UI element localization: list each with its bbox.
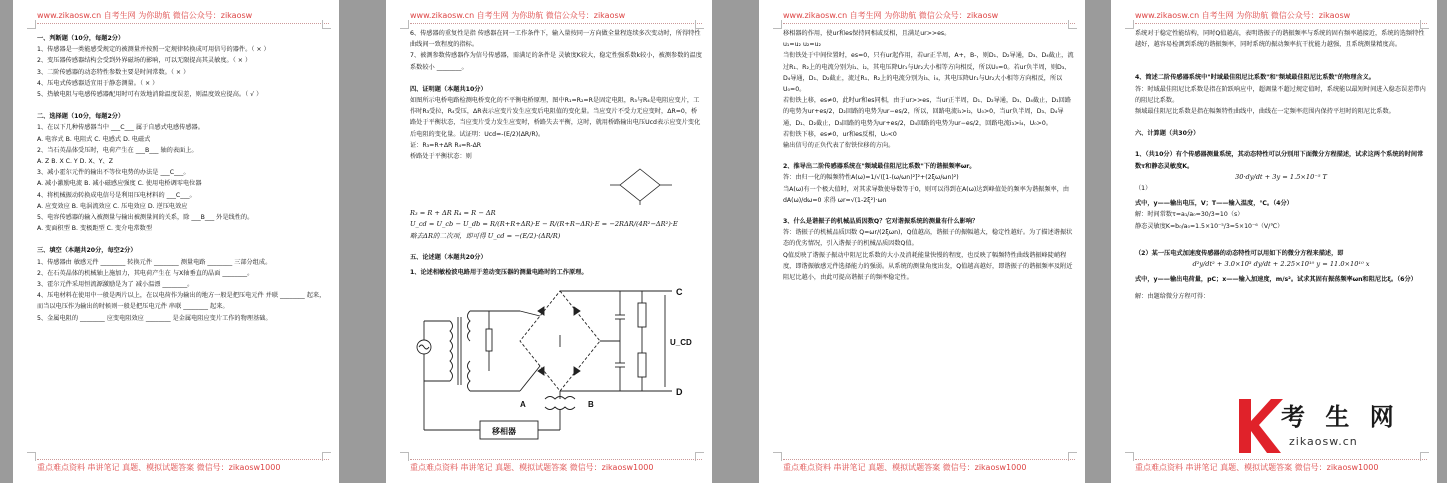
spacer (783, 206, 1075, 212)
text-line: u₁=u₂ u₂=u₂ (783, 41, 821, 49)
text-line: 若衔铁上移，es≠0，此时ur和es同相，由于ur>>es，当ur正半周，D₁、D₂导通，D₃、D₄截止，D₁回路的电势为ur+es/2，D₂回路的电势为ur−es/2，所以，回路电流i₁>i₂，U₀>0，当ur负半周，D₃、D₄导通，D₁、D₂截止，D₃回路的电势为ur+es/2，D₄回路的电势为ur−es/2，回路电流i₃>i₄，U₀>0。 (783, 97, 1072, 127)
text-line: 若衔铁下移，es≠0，ur和es反相，U₀<0 (783, 130, 897, 138)
question-title: 4、简述二阶传感器系统中"时域最佳阻尼比系数"和"频域最佳阻尼比系数"的物理含义。 (1135, 74, 1375, 82)
text-line: 3、减小霍尔元件的输出不等位电势的办法是 ___C___。 (37, 169, 190, 177)
text-line: 答：由归一化的幅频特性A(ω)=1/√([1-(ω/ωn)²]²+(2ξω/ωn)²) (783, 174, 959, 182)
margin-mark (400, 20, 409, 29)
page-2 (386, 0, 712, 483)
text-line: 4、将机械振动转换成电信号是利用压电材料的 ___C___。 (37, 191, 196, 199)
text-line: 6、传感器的重复性是指 传感器在同一工作条件下，输入量按同一方向做全量程连续多次变动时，所得特性曲线间一致程度的指标。 (410, 30, 701, 49)
text-line: 当A(ω)有一个极大值时，对其求导数使导数等于0，则可以得到在A(ω)达到峰值处的频率为谐振频率，由 dA(ω)/dω=0 求得 ωr=√(1-2ξ²)·ωn (783, 185, 1070, 204)
formula-ucd: U_cd = U_cb − U_db = R/(R+R+ΔR)·E − R/(R+R−ΔR)·E = −2RΔR/(4R²−ΔR²)·E (410, 220, 678, 229)
equation-2: d²y/dt² + 3.0×10³ dy/dt + 2.25×10¹⁰ y = 11.0×10¹⁰ x (1192, 260, 1370, 269)
node-c-label: C (676, 287, 683, 298)
text-line: 5、金属电阻的 ________ 应变电阻效应 ________ 是金属电阻应变片工作的物理基础。 (37, 314, 272, 322)
text-line: 当衔铁处于中间位置时，es=0，只有ur起作用，若ur正半周，A+，B-，则D₁、D₂导通，D₃、D₄截止，流过R₁、R₂上的电流分别为i₁、i₂，其电压降Ur₁与Ur₂大小相等方向相反，所以U₀=0。若ur负半周，则D₃、D₄导通，D₁、D₂截止，流过R₁、R₂上的电流分别为i₃、i₄，其电压降Ur₁与Ur₂大小相等方向相反，所以U₀=0。 (783, 52, 1074, 94)
spacer (37, 100, 329, 106)
text-line: 5、电容传感器的输入被测量与输出被测量间的关系，除 ___B___ 外是线性的。 (37, 214, 254, 222)
question-title: 式中，y——输出电荷量，pC；x——输入加速度，m/s²。试求其固有振荡频率ωn和阻尼比ξ。（6分） (1135, 276, 1417, 284)
text-line: 解：时间常数τ=a₁/a₀=30/3=10（s） (1135, 211, 1244, 219)
text-line: 4、压电材料在使用中一般是两片以上，在以电荷作为输出的地方一般是把压电元件 并联 ________ 起来，而当以电压作为输出的时候则一般是把压电元件 串联 ________ 起来。 (37, 292, 326, 311)
equation-1: 30·dy/dt + 3y = 1.5×10⁻⁵ T (1235, 172, 1327, 181)
text-line: 2、在石英晶体的机械轴上施加力，其电荷产生在 与X轴垂直的晶面 ________。 (37, 269, 254, 277)
page-1 (13, 0, 339, 483)
logo-url: zikaosw.cn (1289, 435, 1358, 448)
logo-k-icon (1235, 395, 1283, 455)
text-line: 证：R₃=R+ΔR R₄=R-ΔR (410, 141, 482, 149)
spacer (1135, 139, 1427, 145)
phase-shifter-label: 移相器 (492, 427, 516, 437)
question-title: 3、什么是谐振子的机械品质因数Q？它对谐振系统的测量有什么影响？ (783, 218, 979, 226)
page-header: www.zikaosw.cn 自考生网 为你助航 微信公众号：zikaosw (410, 10, 702, 24)
page-body (410, 28, 702, 455)
node-b-label: B (588, 400, 594, 410)
page-footer: 重点难点资料 串讲笔记 真题、模拟试题答案 微信号：zikaosw1000 (410, 459, 702, 473)
page-header: www.zikaosw.cn 自考生网 为你助航 微信公众号：zikaosw (1135, 10, 1427, 24)
text-block (1135, 274, 1427, 302)
section-title: 二、选择题（10分，每题2分） (37, 113, 125, 121)
text-line: 移相器的作用，使ur和es保持同相或反相，且满足ur>>es。 (783, 30, 951, 37)
section-title: 四、证明题（本题共10分） (410, 85, 487, 93)
bridge-circuit-diagram (410, 165, 710, 205)
question-title: （2）某一压电式加速度传感器的动态特性可以用如下的微分方程来描述，即 (1135, 249, 1344, 257)
text-line: Q值反映了谐振子振动中阻尼比系数的大小及消耗能量快慢的程度，也反映了幅频特性曲线谐振峰陡峭程度，即谐振敏感元件选择能力的强弱。从系统的测量角度出发，Q值越高越好，即谐振子的谐振频率及附近阻尼比越小，由此可提高谐振子的频率稳定性。 (783, 251, 1073, 282)
logo-brand: 考 生 网 (1281, 402, 1400, 431)
page-footer: 重点难点资料 串讲笔记 真题、模拟试题答案 微信号：zikaosw1000 (37, 459, 329, 473)
site-logo (1235, 393, 1425, 459)
margin-mark (1125, 452, 1134, 461)
question-title: 1、（共10分）有个传感器测量系统，其动态特性可以分别用下面微分方程描述，试求这两个系统的时间常数τ和静态灵敏度K。 (1135, 151, 1424, 170)
margin-mark (27, 20, 36, 29)
text-line: 答：时域最佳阻尼比系数是指在阶跃响应中，超调量不超过规定值时，系统能以最短时间进入稳态误差带内的阻尼比系数。 (1135, 85, 1426, 104)
text-block (1135, 183, 1427, 259)
question-title: 1、论述相敏检波电路用于差动变压器的测量电路时的工作原理。 (410, 269, 588, 277)
margin-mark (773, 452, 782, 461)
node-d-label: D (676, 387, 683, 398)
text-line: A. 电容式 B. 电阻式 C. 电感式 D. 电磁式 (37, 135, 151, 143)
text-line: 解：由题给微分方程可得： (1135, 293, 1210, 301)
margin-mark (400, 452, 409, 461)
section-title: 五、论述题（本题共20分） (410, 253, 487, 261)
spacer (1135, 117, 1427, 123)
text-line: 桥路处于平衡状态：则 (410, 153, 472, 161)
section-title: 三、填空（本题共20分，每空2分） (37, 247, 137, 255)
text-line: 如图所示电桥电路检测电桥变化的不平衡电桥原理，图中R₁=R₂=R是固定电阻，R₃与R₄是电阻应变片，工作时R₃受拉，R₄受压，ΔR表示应变片发生应变后电阻值的变化量。当应变片不受力无应变时，ΔR=0，桥路处于平衡状态，当应变片受力发生应变时，桥路失去平衡，这时，就用桥路输出电压Ucd表示应变片变化后电阻的变化量。试证明：Ucd=-(E/2)(ΔR/R)。 (410, 97, 701, 138)
page-4 (1111, 0, 1437, 483)
section-title: 一、判断题（10分，每题2分） (37, 35, 125, 42)
question-title: 2、推导出二阶传感器系统在"频域最佳阻尼比系数"下的谐振频率ωr。 (783, 163, 976, 171)
spacer (37, 234, 329, 240)
page-header: www.zikaosw.cn 自考生网 为你助航 微信公众号：zikaosw (783, 10, 1075, 24)
spacer (1135, 238, 1427, 244)
text-line: （1） (1135, 185, 1152, 193)
text-line: 答：谐振子的机械品质因数 Q=ωr/(2ξωn)，Q值越高，谐振子的振幅越大，稳定性越好。为了描述谐振状态的优劣情况，引入谐振子的机械品质因数Q值。 (783, 229, 1073, 248)
text-line: 1、在以下几种传感器当中 ___C___ 属于自感式电感传感器。 (37, 124, 204, 132)
text-line: A. 减小激励电流 B. 减小磁感应强度 C. 使用电桥调零电位器 (37, 180, 202, 188)
formula-resistors: R₃ = R + ΔR R₄ = R − ΔR (410, 209, 496, 218)
spacer (783, 151, 1075, 157)
text-line: 系统对于稳定性能结构，同时Q值越高，表明谐振子的谐振频率与系统的固有频率越接近，系统的选频特性越好，越容易检测到系统的谐振频率，同时系统的振动频率抗干扰能力越强，且系统测量精度高。 (1135, 30, 1425, 49)
spacer (410, 73, 702, 79)
text-block (1135, 28, 1427, 172)
section-title: 六、计算题（共30分） (1135, 130, 1200, 138)
text-line: 1、传感器是一类能感受规定的被测量并按照一定规律转换成可用信号的器件。（ × ） (37, 46, 270, 54)
text-line: 1、传感器由 敏感元件 ________ 转换元件 ________ 测量电路 ________ 三部分组成。 (37, 258, 272, 266)
text-line: 7、被测参数传感器作为信号传感器，需满足的条件是 灵敏度K较大，稳定性强系数k较小，被测参数的温度系数较小 ________。 (410, 52, 702, 71)
page-footer: 重点难点资料 串讲笔记 真题、模拟试题答案 微信号：zikaosw1000 (783, 459, 1075, 473)
text-line: 3、霍尔元件采用恒流源激励是为了 减小温漂 ________。 (37, 281, 194, 289)
text-line: 2、变压器传感器结构会受到外界磁场的影响，可以无限提高其灵敏度。（ × ） (37, 57, 252, 65)
text-line: 静态灵敏度K=b₀/a₀=1.5×10⁻⁵/3=5×10⁻⁶（V/℃） (1135, 222, 1284, 230)
text-line: 2、当石英晶体受压时，电荷产生在 ___B___ 轴的表面上。 (37, 146, 198, 154)
node-a-label: A (520, 400, 526, 410)
margin-mark (1125, 20, 1134, 29)
text-line: 5、热敏电阻与电感传感器配用时可有效地消除温度误差，则温度效应提高。（ √ ） (37, 91, 263, 99)
text-block (410, 28, 702, 162)
ucd-label: U_CD (670, 338, 692, 348)
text-line: A. Z B. X C. Y D. X、Y、Z (37, 158, 113, 166)
margin-mark (773, 20, 782, 29)
page-body (783, 28, 1075, 455)
formula-result: 略去ΔR的二次项，即可得 U_cd = −(E/2)·(ΔR/R) (410, 231, 561, 240)
page-body (1135, 28, 1427, 455)
page-header: www.zikaosw.cn 自考生网 为你助航 微信公众号：zikaosw (37, 10, 329, 24)
margin-mark (27, 452, 36, 461)
text-line: 频域最佳阻尼比系数是指在幅频特性曲线中，曲线在一定频率范围内保持平坦时的阻尼比系数。 (1135, 108, 1395, 116)
text-line: 3、二阶传感器的动态特性参数主要是时间常数。（ × ） (37, 68, 190, 76)
page-footer: 重点难点资料 串讲笔记 真题、模拟试题答案 微信号：zikaosw1000 (1135, 459, 1427, 473)
text-line: 4、压电式传感器适宜用于静态测量。（ × ） (37, 79, 159, 87)
text-line: 输出信号的正负代表了衔铁位移的方向。 (783, 142, 895, 150)
phase-sensitive-detector-circuit (410, 281, 702, 441)
text-line: A. 应变效应 B. 电涡流效应 C. 压电效应 D. 逆压电效应 (37, 202, 188, 210)
spacer (1135, 62, 1427, 68)
text-line: A. 变面积型 B. 变极距型 C. 变介电常数型 (37, 225, 153, 233)
page-body (37, 28, 329, 455)
page-3 (759, 0, 1085, 483)
question-title: 式中，y——输出电压，V；T——输入温度，℃。（4分） (1135, 200, 1293, 208)
